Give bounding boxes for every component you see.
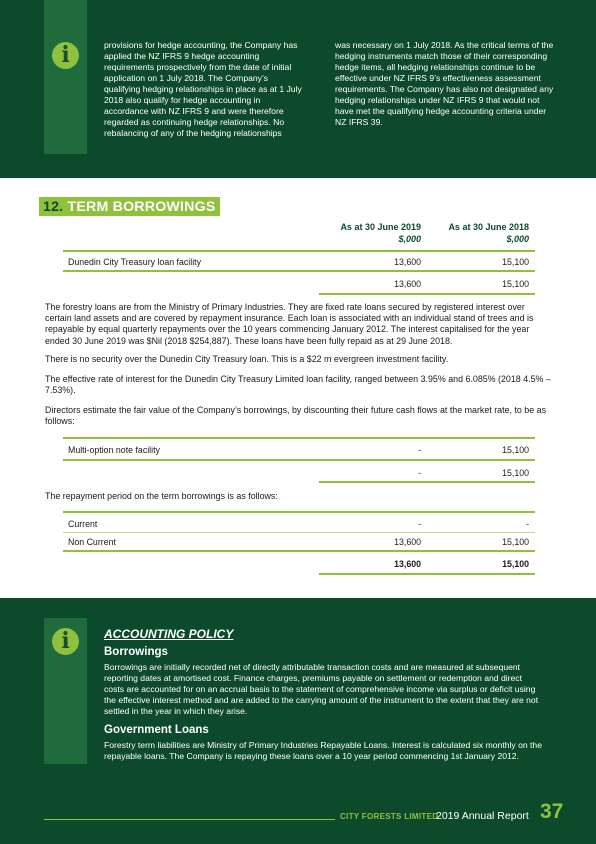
table-total-cell: - — [418, 468, 421, 478]
table-row-label: Dunedin City Treasury loan facility — [68, 257, 201, 267]
table-rule — [319, 481, 535, 483]
table-rule — [63, 459, 535, 461]
policy-subheading-borrowings: Borrowings — [104, 646, 168, 658]
policy-text-government-loans: Forestry term liabilities are Ministry of Primary Industries Repayable Loans. Interest is calculated six monthly on the repayable loans. The Company is repaying these loans over a 10 year period commencing 1st January 2012. — [104, 740, 542, 761]
table-rule — [63, 532, 535, 533]
section-heading — [39, 197, 220, 216]
policy-text-borrowings: Borrowings are initially recorded net of directly attributable transaction costs and are measured at subsequent reporting dates at amortised cost. Finance charges, premiums payable on settlement or redemption and direct costs are accounted for on an accrual basis to the statement of comprehensive income via surplus or deficit using the effective interest method and are added to the carrying amount of the instrument to the extent that they are not settled in the year in which they arise. — [104, 662, 539, 716]
table-cell: 15,100 — [502, 537, 529, 547]
column-header-2019-unit: $,000 — [398, 234, 421, 244]
table-total-cell: 15,100 — [502, 279, 529, 289]
table-row-label: Current — [68, 519, 98, 529]
table-total-cell: 15,100 — [502, 559, 529, 569]
table-cell: 13,600 — [394, 257, 421, 267]
paragraph-repayment: The repayment period on the term borrowings is as follows: — [45, 491, 278, 501]
table-cell: 15,100 — [502, 257, 529, 267]
column-header-2019 — [311, 222, 421, 244]
info-strip — [44, 618, 87, 764]
table-rule — [63, 511, 535, 513]
section-number: 12. — [43, 199, 64, 215]
column-header-2019-label: As at 30 June 2019 — [340, 222, 421, 232]
table-cell: 15,100 — [502, 445, 529, 455]
table-cell: - — [418, 519, 421, 529]
paragraph-security: There is no security over the Dunedin City Treasury loan. This is a $22 m evergreen investment facility. — [45, 354, 449, 364]
footer-organisation: CITY FORESTS LIMITED — [340, 812, 439, 821]
table-rule — [63, 550, 535, 552]
table-cell: - — [418, 445, 421, 455]
policy-title: ACCOUNTING POLICY — [104, 627, 234, 641]
table-cell: - — [526, 519, 529, 529]
intro-text-left: provisions for hedge accounting, the Company has applied the NZ IFRS 9 hedge accounting requirements prospectively from the date of initial application on 1 July 2018. The Company’s qualifying hedging relationships in place as at 1 July 2018 also qualify for hedge accounting in accordance with NZ IFRS 9 and were therefore regarded as continuing hedge relationships. No rebalancing of any of the hedging relationships — [104, 40, 302, 138]
policy-subheading-government-loans: Government Loans — [104, 724, 209, 736]
intro-text-right: was necessary on 1 July 2018. As the critical terms of the hedging instruments match those of their corresponding hedge items, all hedging relationships continue to be effective under NZ IFRS 9’s effectiveness assessment requirements. The Company has also not designated any hedging relationships under NZ IFRS 9 that would not have met the qualifying hedge accounting criteria under NZ IFRS 39. — [335, 40, 554, 127]
info-icon: i — [52, 628, 79, 655]
column-header-2018-label: As at 30 June 2018 — [448, 222, 529, 232]
table-cell: 13,600 — [394, 537, 421, 547]
table-row-label: Multi-option note facility — [68, 445, 160, 455]
footer-rule — [44, 819, 335, 820]
accounting-policy-panel — [0, 598, 596, 844]
table-rule — [319, 573, 535, 575]
paragraph-forestry-loans: The forestry loans are from the Ministry of Primary Industries. They are fixed rate loans secured by registered interest over certain land assets and are covered by repayment insurance. Each loan is associated with an individual stand of trees and is repayable by equal quarterly repayments over the 10 years commencing January 2012. The interest capitalised for the year ended 30 June 2019 was $Nil (2018 $254,887). These loans have been fully repaid as at 29 June 2018. — [45, 302, 534, 346]
table-rule — [63, 250, 535, 252]
table-rule — [319, 293, 535, 295]
column-header-2018 — [419, 222, 529, 244]
info-icon: i — [52, 42, 79, 69]
info-strip — [44, 0, 87, 154]
table-rule — [63, 270, 535, 272]
table-total-cell: 13,600 — [394, 559, 421, 569]
table-total-cell: 15,100 — [502, 468, 529, 478]
table-total-cell: 13,600 — [394, 279, 421, 289]
paragraph-interest-rate: The effective rate of interest for the Dunedin City Treasury Limited loan facility, ranged between 3.95% and 6.085% (2018 4.5% – 7.53%). — [45, 374, 551, 396]
table-row-label: Non Current — [68, 537, 116, 547]
page-number: 37 — [540, 800, 564, 823]
section-title: TERM BORROWINGS — [67, 199, 216, 215]
paragraph-fair-value: Directors estimate the fair value of the Company’s borrowings, by discounting their future cash flows at the market rate, to be as follows: — [45, 405, 547, 427]
column-header-2018-unit: $,000 — [506, 234, 529, 244]
footer-report-title: 2019 Annual Report — [436, 810, 529, 822]
table-rule — [63, 437, 535, 439]
